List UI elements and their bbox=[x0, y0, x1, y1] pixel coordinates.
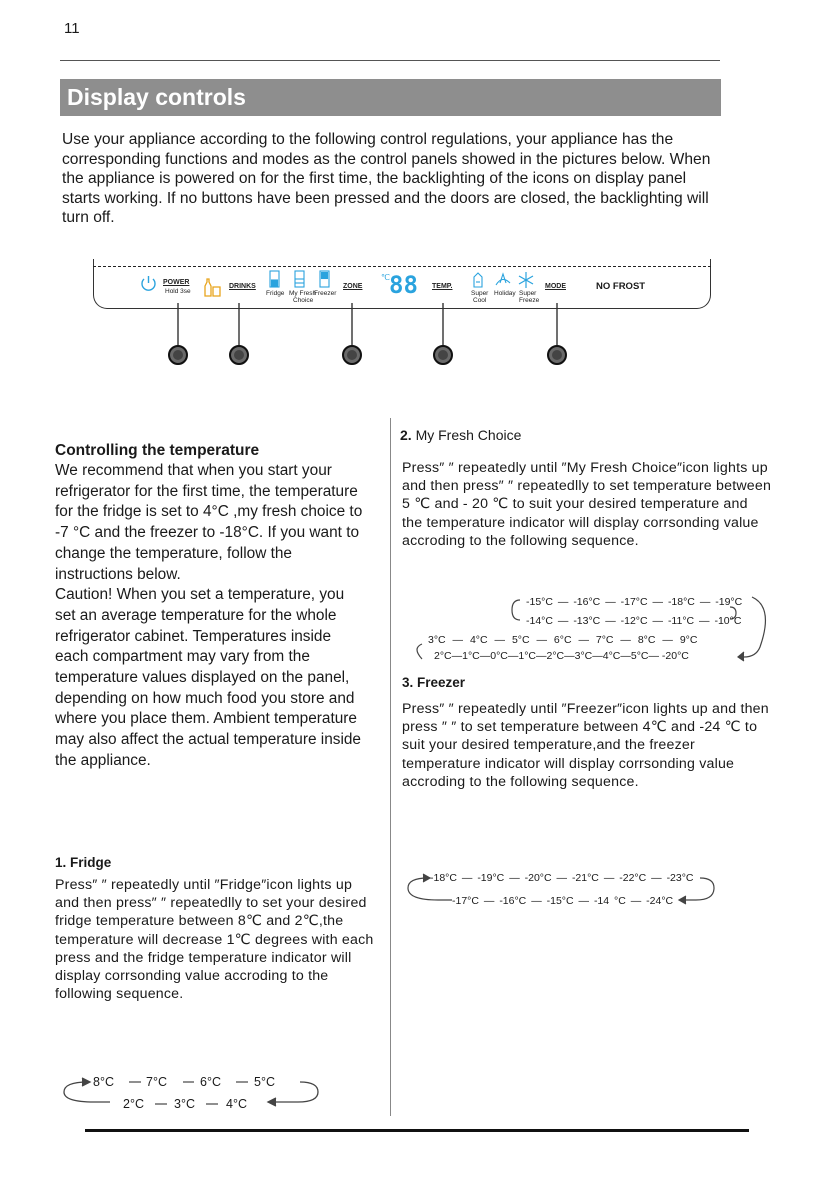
my-fresh-label: My Fresh bbox=[289, 290, 317, 297]
freezer-seq-item: -19°C bbox=[477, 872, 505, 884]
power-knob-callout bbox=[168, 345, 188, 365]
choice-label: Choice bbox=[293, 297, 314, 304]
mfc-row-3: 3°C — 4°C — 5°C — 6°C — 7°C — 8°C — 9°C bbox=[428, 634, 698, 646]
mfc-seq-item: 0°C bbox=[490, 650, 508, 662]
fridge-seq-6: 6°C bbox=[200, 1075, 221, 1089]
freezer-row-2: -17°C — -16°C — -15°C — -14 °C — -24°C bbox=[452, 895, 674, 907]
mfc-row-1: -15°C — -16°C — -17°C — -18°C — -19°C bbox=[526, 596, 743, 608]
freezer-seq-item: -20°C bbox=[524, 872, 552, 884]
zone-button-label[interactable]: ZONE bbox=[343, 283, 363, 290]
fridge-instructions: Press″ ″ repeatedly until ″Fridge″icon lights up and then press″ ″ repeatedlly to set your desired fridge temperature between 8℃ and 2℃,the temperature will decrease 1℃ degrees with each press and the fridge temperature indicator will display corrsonding value accroding to the following sequence. bbox=[55, 877, 374, 1003]
mfc-seq-item: 1°C bbox=[518, 650, 536, 662]
mfc-heading bbox=[400, 427, 521, 443]
super-cool-label-1: Super bbox=[471, 290, 489, 297]
temp-button-label[interactable]: TEMP. bbox=[432, 283, 453, 290]
brand-logo: NO FROST bbox=[596, 281, 646, 292]
mfc-seq-item: -19°C bbox=[715, 596, 743, 608]
mfc-number: 2. bbox=[400, 427, 412, 443]
freezer-title: 3. Freezer bbox=[402, 675, 466, 690]
mfc-seq-item: 4°C bbox=[469, 634, 488, 646]
super-freeze-label-2: Freeze bbox=[519, 297, 540, 304]
fridge-icon bbox=[270, 271, 279, 287]
freezer-seq-item: -23°C bbox=[666, 872, 694, 884]
mode-knob-callout bbox=[547, 345, 567, 365]
fridge-seq-8: 8°C bbox=[93, 1075, 114, 1089]
mfc-seq-item: -20°C bbox=[661, 650, 689, 662]
mfc-title: My Fresh Choice bbox=[415, 427, 522, 443]
mfc-seq-item: -15°C bbox=[526, 596, 553, 608]
fridge-seq-7: 7°C bbox=[146, 1075, 167, 1089]
mfc-seq-item: 5°C bbox=[511, 634, 530, 646]
mfc-seq-item: -12°C bbox=[620, 615, 648, 627]
freezer-icon bbox=[320, 271, 329, 287]
mfc-seq-item: 6°C bbox=[553, 634, 572, 646]
mfc-seq-item: -18°C bbox=[667, 596, 695, 608]
freezer-seq-item: -14 °C bbox=[593, 895, 626, 907]
controlling-heading: Controlling the temperature bbox=[55, 442, 260, 459]
mfc-seq-item: 8°C bbox=[637, 634, 656, 646]
zone-knob-callout bbox=[342, 345, 362, 365]
section-title: Display controls bbox=[60, 79, 721, 116]
freezer-seq-item: -21°C bbox=[571, 872, 599, 884]
fridge-seq-4: 4°C bbox=[226, 1097, 247, 1111]
mode-button-label[interactable]: MODE bbox=[545, 283, 566, 290]
super-freeze-icon bbox=[519, 272, 533, 288]
fridge-label: Fridge bbox=[266, 290, 285, 297]
mfc-seq-item: -17°C bbox=[620, 596, 648, 608]
mfc-seq-item: -13°C bbox=[573, 615, 601, 627]
mfc-seq-item: 1°C bbox=[462, 650, 480, 662]
celsius-icon: ℃ bbox=[381, 273, 390, 282]
temperature-digits: 88 bbox=[389, 271, 418, 299]
footer-rule bbox=[85, 1129, 749, 1132]
mfc-seq-item: 2°C bbox=[434, 650, 452, 662]
mfc-seq-item: -11°C bbox=[667, 615, 695, 627]
freezer-instructions: Press″ ″ repeatedly until ″Freezer″icon lights up and then press ″ ″ to set temperature between 4℃ and -24 ℃ to suit your desired temperature,and the freezer temperature indicator will display corrsonding value accroding to the following sequence. bbox=[402, 701, 769, 790]
temp-knob-callout bbox=[433, 345, 453, 365]
drinks-button-label[interactable]: DRINKS bbox=[229, 283, 256, 290]
column-divider bbox=[390, 418, 391, 1116]
page-number: 11 bbox=[64, 20, 80, 37]
drinks-icon bbox=[205, 279, 220, 296]
fridge-seq-5: 5°C bbox=[254, 1075, 275, 1089]
mfc-seq-item: 7°C bbox=[595, 634, 614, 646]
callout-lines bbox=[178, 303, 557, 345]
mfc-seq-item: -10°C bbox=[714, 615, 742, 627]
freezer-seq-item: -16°C bbox=[499, 895, 527, 907]
mfc-seq-item: 9°C bbox=[679, 634, 698, 646]
my-fresh-choice-icon bbox=[295, 271, 304, 287]
fridge-seq-2: 2°C bbox=[123, 1097, 144, 1111]
intro-paragraph: Use your appliance according to the following control regulations, your appliance has the corresponding functions and modes as the control panels showed in the pictures below. When the appliance is powered on for the first time, the backlighting of the icons on display panel starts working. If no buttons have been pressed and the doors are closed, the backlighting will turn off. bbox=[62, 131, 711, 226]
fridge-title: 1. Fridge bbox=[55, 855, 112, 870]
recommend-paragraph: We recommend that when you start your refrigerator for the first time, the temperature for the fridge is set to 4°C ,my fresh choice to -7 °C and the freezer to -18°C. If you want to change the temperature, follow the instructions below. bbox=[55, 462, 363, 583]
freezer-row-1: -18°C — -19°C — -20°C — -21°C — -22°C — -23°C bbox=[430, 872, 694, 884]
power-icon bbox=[142, 276, 155, 290]
left-column-text bbox=[55, 461, 365, 772]
fridge-seq-3: 3°C bbox=[174, 1097, 195, 1111]
freezer-seq-item: -22°C bbox=[619, 872, 647, 884]
holiday-icon bbox=[496, 274, 510, 285]
mfc-seq-item: 3°C bbox=[428, 634, 446, 646]
freezer-seq-item: -18°C bbox=[430, 872, 457, 884]
mfc-instructions: Press″ ″ repeatedly until ″My Fresh Choice″icon lights up and then press″ ″ repeatedlly to set temperature between 5 ℃ and - 20 ℃ to suit your desired temperature and the temperature indicator will display corrsonding value accroding to the following sequence. bbox=[402, 460, 772, 549]
freezer-seq-item: -15°C bbox=[546, 895, 574, 907]
freezer-label: Freezer bbox=[314, 290, 337, 297]
freezer-seq-item: -24°C bbox=[646, 895, 674, 907]
mfc-row-2: -14°C — -13°C — -12°C — -11°C — -10°C bbox=[526, 615, 742, 627]
caution-paragraph: Caution! When you set a temperature, you set an average temperature for the whole refrigerator cabinet. Temperatures inside each compartment may vary from the temperature values displayed on the panel, depending on how much food you store and where you place them. Ambient temperature may also affect the actual temperature inside the appliance. bbox=[55, 586, 361, 769]
mfc-seq-item: -14°C bbox=[526, 615, 553, 627]
super-cool-icon bbox=[474, 273, 482, 287]
power-hold-label: Hold 3se bbox=[165, 288, 191, 295]
drinks-knob-callout bbox=[229, 345, 249, 365]
mfc-seq-item: 5°C bbox=[630, 650, 649, 662]
super-cool-label-2: Cool bbox=[473, 297, 487, 304]
mfc-row-4: 2°C—1°C—0°C—1°C—2°C—3°C—4°C—5°C— -20°C bbox=[434, 650, 689, 662]
mfc-seq-item: 2°C bbox=[546, 650, 565, 662]
mfc-seq-item: 3°C bbox=[574, 650, 593, 662]
freezer-seq-item: -17°C bbox=[452, 895, 479, 907]
power-button-label[interactable]: POWER bbox=[163, 279, 190, 286]
mfc-seq-item: -16°C bbox=[573, 596, 601, 608]
holiday-label: Holiday bbox=[494, 290, 516, 297]
super-freeze-label-1: Super bbox=[519, 290, 537, 297]
mfc-seq-item: 4°C bbox=[602, 650, 621, 662]
